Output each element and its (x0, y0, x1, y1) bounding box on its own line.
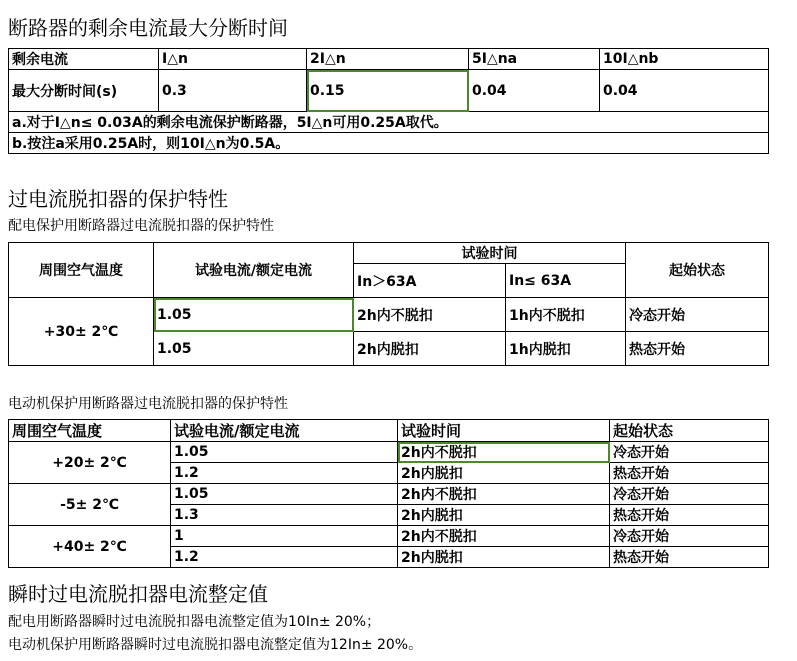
header-cell: In≤ 63A (506, 264, 626, 298)
value-cell[interactable]: 2h内脱扣 (354, 332, 506, 366)
value-cell[interactable]: 冷态开始 (610, 484, 769, 505)
value-cell[interactable]: 冷态开始 (610, 442, 769, 463)
value-cell[interactable]: 冷态开始 (610, 526, 769, 547)
note-cell: a.对于I△n≤ 0.03A的剩余电流保护断路器，5I△n可用0.25A取代。 (9, 112, 769, 133)
header-cell: 试验时间 (398, 420, 610, 442)
motor-protection-table (8, 419, 769, 568)
value-cell[interactable]: 1.2 (171, 547, 398, 568)
section4-line2: 电动机保护用断路器瞬时过电流脱扣器电流整定值为12In± 20%。 (8, 637, 423, 653)
temperature-cell: +20± 2℃ (9, 442, 171, 484)
header-cell: 试验时间 (354, 243, 626, 264)
header-cell: 起始状态 (626, 243, 769, 298)
value-cell[interactable]: 热态开始 (626, 332, 769, 366)
header-cell: 试验电流/额定电流 (154, 243, 354, 298)
header-cell: 起始状态 (610, 420, 769, 442)
temperature-cell: -5± 2℃ (9, 484, 171, 526)
value-cell[interactable]: 2h内脱扣 (398, 547, 610, 568)
note-cell: b.按注a采用0.25A时，则10I△n为0.5A。 (9, 133, 769, 154)
value-cell[interactable]: 2h内不脱扣 (354, 298, 506, 332)
value-cell[interactable]: 2h内不脱扣 (398, 484, 610, 505)
value-cell[interactable]: 冷态开始 (626, 298, 769, 332)
value-cell[interactable]: 2h内不脱扣 (398, 526, 610, 547)
temperature-cell: +30± 2℃ (9, 298, 154, 366)
value-cell[interactable]: 2h内脱扣 (398, 463, 610, 484)
value-cell[interactable]: 热态开始 (610, 463, 769, 484)
residual-current-table (8, 48, 769, 154)
section4-line1: 配电用断路器瞬时过电流脱扣器电流整定值为10In± 20%； (8, 614, 381, 630)
value-cell[interactable]: 0.3 (159, 70, 307, 112)
row-label-cell: 最大分断时间(s) (9, 70, 159, 112)
distribution-protection-table (8, 242, 769, 366)
value-cell[interactable]: 1.3 (171, 505, 398, 526)
value-cell[interactable]: 1.2 (171, 463, 398, 484)
value-cell[interactable]: 1 (171, 526, 398, 547)
selected-value-cell[interactable]: 1.05 (154, 298, 354, 332)
value-cell[interactable]: 0.04 (600, 70, 769, 112)
selected-value-cell[interactable]: 0.15 (307, 70, 469, 112)
value-cell[interactable]: 1h内脱扣 (506, 332, 626, 366)
section2-subtitle: 配电保护用断路器过电流脱扣器的保护特性 (8, 218, 274, 234)
header-cell: 周围空气温度 (9, 243, 154, 298)
temperature-cell: +40± 2℃ (9, 526, 171, 568)
value-cell[interactable]: 1.05 (171, 442, 398, 463)
value-cell[interactable]: 1.05 (154, 332, 354, 366)
header-cell: I△n (159, 49, 307, 70)
header-cell: 剩余电流 (9, 49, 159, 70)
selected-value-cell[interactable]: 2h内不脱扣 (398, 442, 610, 463)
value-cell[interactable]: 1.05 (171, 484, 398, 505)
value-cell[interactable]: 热态开始 (610, 505, 769, 526)
header-cell: 周围空气温度 (9, 420, 171, 442)
header-cell: 试验电流/额定电流 (171, 420, 398, 442)
section3-subtitle: 电动机保护用断路器过电流脱扣器的保护特性 (8, 396, 288, 412)
value-cell[interactable]: 热态开始 (610, 547, 769, 568)
header-cell: 2I△n (307, 49, 469, 70)
value-cell[interactable]: 2h内脱扣 (398, 505, 610, 526)
value-cell[interactable]: 0.04 (469, 70, 600, 112)
header-cell: In＞63A (354, 264, 506, 298)
section1-title: 断路器的剩余电流最大分断时间 (8, 16, 288, 40)
section4-title: 瞬时过电流脱扣器电流整定值 (8, 582, 268, 606)
header-cell: 5I△na (469, 49, 600, 70)
value-cell[interactable]: 1h内不脱扣 (506, 298, 626, 332)
section2-title: 过电流脱扣器的保护特性 (8, 187, 228, 211)
header-cell: 10I△nb (600, 49, 769, 70)
